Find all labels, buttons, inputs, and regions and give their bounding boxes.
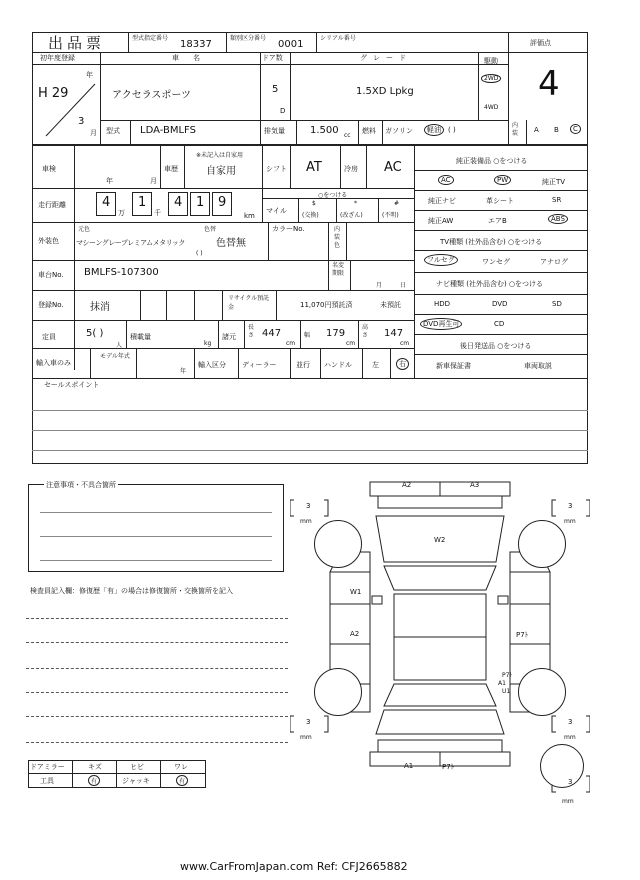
disp: 1.500 <box>310 125 339 136</box>
colorno-label: カラーNo. <box>272 225 305 233</box>
tread-fr: 3 <box>568 502 573 510</box>
first-reg-year-unit: 年 <box>86 71 93 79</box>
drive-4wd: 4WD <box>484 104 499 111</box>
type-no-value: 18337 <box>180 39 212 50</box>
dmg-hood: W2 <box>434 536 446 544</box>
length: 447 <box>262 328 282 339</box>
legend-h4: ワレ <box>174 763 188 771</box>
score-value: 4 <box>538 64 560 104</box>
disp-label: 排気量 <box>264 127 285 135</box>
color-label: 外装色 <box>38 237 59 245</box>
doors-suffix: D <box>280 107 286 115</box>
history-value: 自家用 <box>206 166 236 177</box>
opt-navi: 純正ナビ <box>428 197 456 205</box>
dealer: ディーラー <box>242 361 277 369</box>
title-change-month: 月 <box>376 282 383 289</box>
opt-abs: ABS <box>548 214 568 224</box>
class-no-label: 類別区分番号 <box>230 35 267 42</box>
mileage-digit-1: 4 <box>102 195 111 210</box>
unknown-sym: # <box>394 200 400 207</box>
load-unit: kg <box>204 340 212 347</box>
dmg-left-door-top: W1 <box>350 588 362 596</box>
left-handle: 左 <box>372 361 379 369</box>
history-label: 車歴 <box>164 165 178 173</box>
type-no-label: 型式指定番号 <box>132 35 169 42</box>
opt-ac: AC <box>438 175 454 185</box>
wheel-rear-left <box>314 668 362 716</box>
caution-label: 注意事項・不具合箇所 <box>46 481 116 489</box>
mileage-digit-5: 9 <box>218 195 227 210</box>
first-reg-label: 初年度登録 <box>40 54 75 62</box>
chassis-label: 車台No. <box>38 271 64 279</box>
opt-fullseg: フルセグ <box>424 254 458 266</box>
aircon-label: 冷房 <box>344 165 358 173</box>
fuel-gas: ガソリン <box>385 127 413 135</box>
shift-value: AT <box>306 160 322 175</box>
caution-box <box>28 484 284 572</box>
drive-2wd: 2WD <box>481 74 501 83</box>
mileage-label: 走行距離 <box>38 201 66 209</box>
orig-color-label: 元色 <box>78 226 91 233</box>
car-name: アクセラスポーツ <box>112 90 191 101</box>
opt-analog: アナログ <box>540 258 568 266</box>
parallel: 並行 <box>296 361 310 369</box>
tread-fl-unit: mm <box>300 518 312 525</box>
later-label: 後日発送品 ○をつける <box>460 342 532 350</box>
mileage-man: 万 <box>118 209 125 217</box>
opt-warranty: 新車保証書 <box>436 362 471 370</box>
dmg-rear-1: A1 <box>404 762 414 770</box>
altered-label: (改ざん) <box>340 212 363 219</box>
drive-label: 駆動 <box>484 57 498 65</box>
dmg-front-1: A2 <box>402 481 412 489</box>
mileage-sen: 千 <box>154 209 161 217</box>
opt-sd: SD <box>552 300 562 308</box>
interior-color-label: 内装色 <box>334 226 341 249</box>
length-unit: cm <box>286 340 296 347</box>
tread-spare-unit: mm <box>562 798 574 805</box>
dmg-rear-2: P7ﾄ <box>442 763 455 771</box>
history-note: ※未記入は自家用 <box>196 152 244 159</box>
opt-cd: CD <box>494 320 505 328</box>
first-reg-month: 3 <box>78 116 85 127</box>
capacity-unit: 人 <box>116 342 123 349</box>
opt-leather: 革シート <box>486 197 514 205</box>
mile-label: マイル <box>266 207 287 215</box>
car-name-label: 車名 <box>172 54 214 62</box>
import-class-label: 輸入区分 <box>198 361 226 369</box>
model: LDA-BMLFS <box>140 125 196 136</box>
dmg-front-2: A3 <box>470 481 480 489</box>
opt-dvd-play: DVD再生可 <box>420 318 462 330</box>
legend-c2: 有 <box>88 775 100 786</box>
mileage-digit-4: 1 <box>196 195 205 210</box>
inspector-label: 検査員記入欄：修復歴「有」の場合は修復箇所・交換箇所を記入 <box>30 587 233 595</box>
unknown-label: (不明) <box>382 212 399 219</box>
aircon-value: AC <box>384 160 402 175</box>
opt-airbag: エアB <box>488 217 507 225</box>
recycle-unpaid: 未預託 <box>380 301 401 309</box>
recycle-label: リサイクル預託金 <box>228 295 270 311</box>
load-label: 積載量 <box>130 333 151 341</box>
spare-tire <box>540 744 584 788</box>
tv-label: TV種類 (社外品含む) ○をつける <box>440 238 543 246</box>
dmg-right-rear-3: U1 <box>502 688 511 695</box>
tread-spare: 3 <box>568 778 573 786</box>
width-label: 幅 <box>304 332 311 339</box>
reg-no: 抹消 <box>90 302 110 313</box>
grade: 1.5XD Lpkg <box>356 86 414 97</box>
fuel-bracket: ( ) <box>448 126 456 134</box>
height: 147 <box>384 328 404 339</box>
first-reg-era: H 29 <box>38 86 69 101</box>
height-label: 高さ <box>362 324 369 339</box>
altered-sym: * <box>354 200 357 207</box>
doc-title: 出品票 <box>48 34 106 52</box>
orig-color: マシーングレープレミアムメタリック <box>76 239 185 247</box>
inspection-month: 月 <box>150 177 157 185</box>
tread-rl-unit: mm <box>300 734 312 741</box>
legend-c1: 工具 <box>40 777 54 785</box>
color-change-bracket: ( ) <box>196 250 203 257</box>
model-year-label: モデル年式 <box>100 353 130 360</box>
inspection-year: 年 <box>106 177 113 185</box>
sales-point-label: セールスポイント <box>44 381 100 389</box>
chassis: BMLFS-107300 <box>84 267 159 278</box>
car-diagram <box>290 472 590 812</box>
width: 179 <box>326 328 346 339</box>
fuel-diesel: 軽油 <box>424 124 444 136</box>
tread-rr-unit: mm <box>564 734 576 741</box>
serial-label: シリアル番号 <box>320 35 356 42</box>
doors: 5 <box>272 84 279 95</box>
length-label: 長さ <box>248 324 255 339</box>
grade-label: グレード <box>360 54 412 62</box>
tread-fr-unit: mm <box>564 518 576 525</box>
fuel-label: 燃料 <box>362 127 376 135</box>
opt-aw: 純正AW <box>428 217 454 225</box>
mileage-unit: km <box>244 212 255 220</box>
class-no-value: 0001 <box>278 39 304 50</box>
color-no-label: 色替 <box>204 226 217 233</box>
mile-circle-hint: ○をつける <box>318 192 348 199</box>
capacity-label: 定員 <box>42 333 56 341</box>
width-unit: cm <box>346 340 356 347</box>
exchange-sym: $ <box>312 200 316 207</box>
title-change-day: 日 <box>400 282 407 289</box>
opt-hdd: HDD <box>434 300 451 308</box>
wheel-front-right <box>518 520 566 568</box>
tread-fl: 3 <box>306 502 311 510</box>
dmg-right-door-bottom: P7ﾄ <box>516 631 529 639</box>
model-label: 型式 <box>106 127 120 135</box>
score-label: 評価点 <box>530 39 551 47</box>
capacity: 5( ) <box>86 328 104 339</box>
wheel-rear-right <box>518 668 566 716</box>
opt-pw: PW <box>494 175 511 185</box>
handle-label: ハンドル <box>324 361 352 369</box>
dims-label: 諸元 <box>222 333 236 341</box>
legend-h1: ドアミラー <box>30 763 65 771</box>
model-year-unit: 年 <box>180 368 187 375</box>
dmg-left-door-bottom: A2 <box>350 630 360 638</box>
legend-h3: ヒビ <box>130 763 144 771</box>
genuine-label: 純正装備品 ○をつける <box>456 157 528 165</box>
color-change: 色替無 <box>216 238 246 249</box>
interior-c: C <box>570 124 581 134</box>
reg-no-label: 登録No. <box>38 301 64 309</box>
interior-a: A <box>534 126 539 134</box>
mileage-digit-3: 4 <box>174 195 183 210</box>
opt-dvd: DVD <box>492 300 508 308</box>
doors-label: ドア数 <box>262 54 283 62</box>
first-reg-month-unit: 月 <box>90 129 97 137</box>
shift-label: シフト <box>266 165 287 173</box>
wheel-front-left <box>314 520 362 568</box>
opt-tv: 純正TV <box>542 178 566 186</box>
tread-rr: 3 <box>568 718 573 726</box>
interior-label: 内装 <box>512 122 519 137</box>
opt-oneseg: ワンセグ <box>482 258 510 266</box>
interior-b: B <box>554 126 559 134</box>
height-unit: cm <box>400 340 410 347</box>
recycle-value: 11,070円預託済 <box>300 301 353 309</box>
opt-manual: 車両取説 <box>524 362 552 370</box>
legend-h2: キズ <box>88 763 102 771</box>
dmg-right-rear-2: A1 <box>498 680 506 687</box>
inspection-label: 車検 <box>42 165 56 173</box>
exchange-label: (交換) <box>302 212 319 219</box>
import-label: 輸入車のみ <box>36 359 71 367</box>
right-handle: 右 <box>396 358 409 370</box>
opt-sr: SR <box>552 196 562 204</box>
dmg-right-rear-1: P7ﾄ <box>502 672 513 679</box>
navi-label: ナビ種類 (社外品含む) ○をつける <box>436 280 544 288</box>
footer-ref: www.CarFromJapan.com Ref: CFJ2665882 <box>180 860 408 873</box>
legend-c4: 有 <box>176 775 188 786</box>
title-change-label: 名変期限 <box>332 262 345 277</box>
tread-rl: 3 <box>306 718 311 726</box>
mileage-digit-2: 1 <box>138 195 147 210</box>
disp-unit: cc <box>344 132 351 139</box>
legend-c3: ジャッキ <box>122 777 150 785</box>
